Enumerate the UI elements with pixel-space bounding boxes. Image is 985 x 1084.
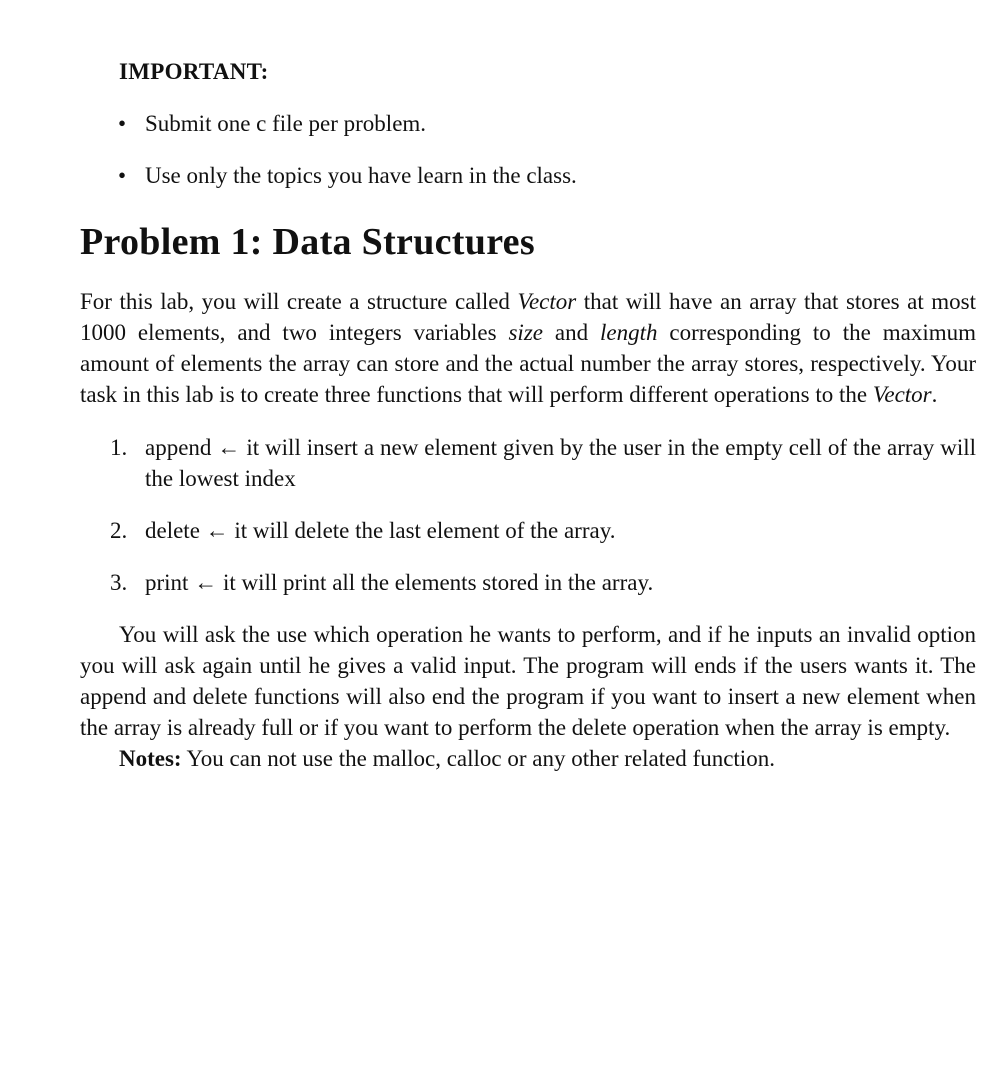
vector-term: Vector — [872, 382, 932, 407]
intro-text: For this lab, you will create a structure called — [80, 289, 518, 314]
operation-text: print ← it will print all the elements stored in the array. — [145, 570, 654, 595]
vector-term: Vector — [517, 289, 577, 314]
problem-title: Problem 1: Data Structures — [80, 221, 535, 263]
intro-paragraph — [80, 286, 976, 410]
size-term: size — [508, 320, 543, 345]
important-item — [80, 160, 976, 192]
operation-number: 2. — [110, 518, 128, 543]
important-list — [80, 108, 976, 192]
operation-text: append ← it will insert a new element given by the user in the empty cell of the array will the lowest index — [145, 435, 976, 491]
bullet-icon: • — [118, 111, 127, 136]
instructions-paragraph: You will ask the use which operation he wants to perform, and if he inputs an invalid option you will ask again until he gives a valid input. The program will ends if the users wants it. The append and delete functions will also end the program if you want to insert a new element when the array is already full or if you want to perform the delete operation when the array is empty. — [80, 622, 976, 740]
operation-item — [80, 515, 976, 546]
important-item — [80, 108, 976, 140]
intro-text: corresponding to the maximum amount of elements the array can store and the actual number the array stores, respectively. Your task in this lab is to create three functions that will perform different operations to the — [80, 320, 976, 407]
operation-number: 1. — [110, 435, 128, 460]
length-term: length — [600, 320, 658, 345]
operation-item — [80, 432, 976, 494]
operation-text: delete ← it will delete the last element of the array. — [145, 518, 616, 543]
notes-paragraph — [80, 743, 976, 774]
important-heading: IMPORTANT: — [119, 59, 269, 84]
bullet-icon: • — [118, 163, 127, 188]
intro-text: and — [542, 320, 601, 345]
notes-label: Notes: — [119, 746, 182, 771]
intro-text: that will have an array that stores at most 1000 elements, and two integers variables — [80, 289, 976, 345]
intro-text: . — [931, 382, 938, 407]
operation-item — [80, 567, 976, 598]
operation-number: 3. — [110, 570, 128, 595]
important-item-text: Submit one c file per problem. — [145, 111, 427, 136]
important-item-text: Use only the topics you have learn in the class. — [145, 163, 577, 188]
document-page — [80, 56, 976, 774]
operations-list — [80, 432, 976, 598]
notes-text: You can not use the malloc, calloc or any other related function. — [181, 746, 775, 771]
